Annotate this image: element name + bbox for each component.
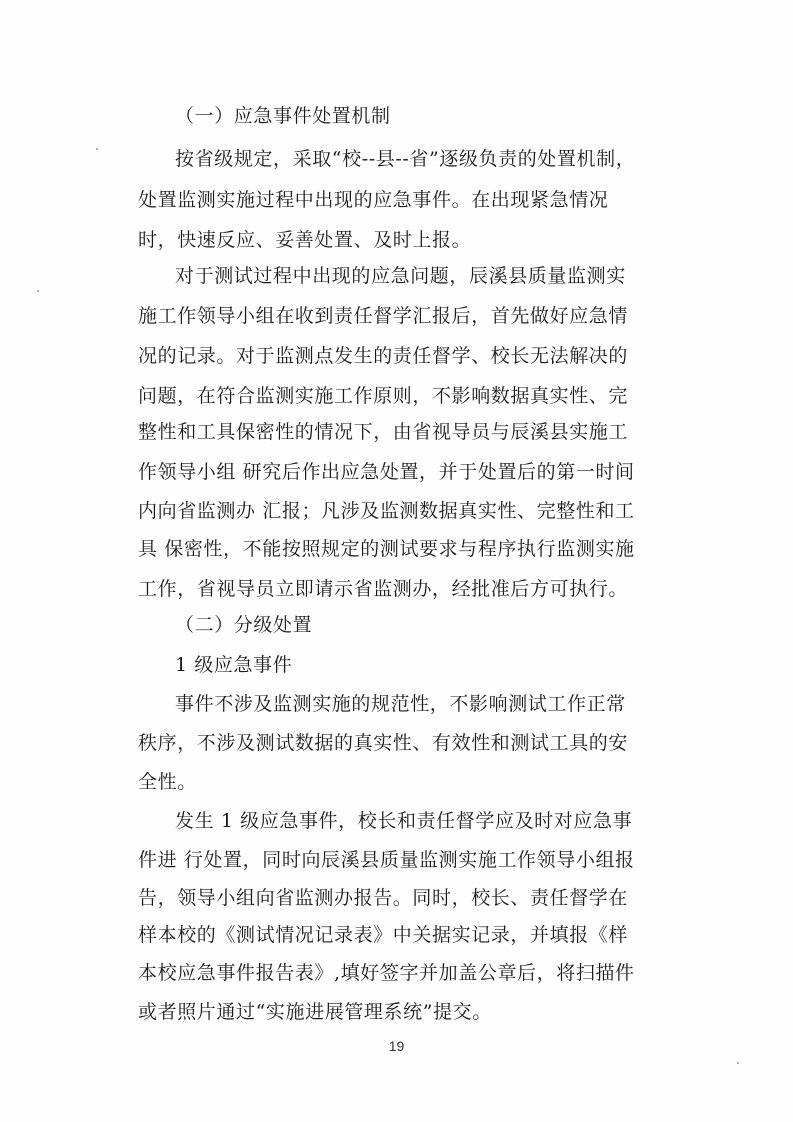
paragraph-line: 内向省监测办 汇报；凡涉及监测数据真实性、完整性和工 bbox=[138, 500, 635, 522]
paragraph-line: 发生 1 级应急事件，校长和责任督学应及时对应急事 bbox=[175, 810, 633, 832]
scan-speck bbox=[96, 148, 98, 150]
paragraph-line: 本校应急事件报告表》,填好签字并加盖公章后，将扫描件 bbox=[138, 962, 635, 984]
paragraph-line: 事件不涉及监测实施的规范性，不影响测试工作正常 bbox=[175, 693, 626, 715]
paragraph-line: 作领导小组 研究后作出应急处置，并于处置后的第一时间 bbox=[138, 461, 635, 483]
section-heading-1: （一）应急事件处置机制 bbox=[175, 105, 391, 127]
paragraph-line: 秩序，不涉及测试数据的真实性、有效性和测试工具的安 bbox=[138, 732, 629, 754]
paragraph-line: 按省级规定，采取“校--县--省”逐级负责的处置机制， bbox=[175, 148, 636, 170]
paragraph-line: 处置监测实施过程中出现的应急事件。在出现紧急情况 bbox=[138, 189, 609, 211]
paragraph-line: 或者照片通过“实施进展管理系统”提交。 bbox=[138, 1001, 492, 1023]
paragraph-line: 整性和工具保密性的情况下，由省视导员与辰溪县实施工 bbox=[138, 421, 629, 443]
paragraph-line: 况的记录。对于监测点发生的责任督学、校长无法解决的 bbox=[138, 345, 629, 367]
paragraph-line: 件进 行处置，同时向辰溪县质量监测实施工作领导小组报 bbox=[138, 849, 635, 871]
paragraph-line: 时，快速反应、妥善处置、及时上报。 bbox=[138, 229, 472, 251]
paragraph-line: 对于测试过程中出现的应急问题，辰溪县质量监测实 bbox=[175, 265, 626, 287]
paragraph-line: 具 保密性，不能按照规定的测试要求与程序执行监测实施 bbox=[138, 538, 635, 560]
paragraph-line: 告，领导小组向省监测办报告。同时，校长、责任督学在 bbox=[138, 887, 629, 909]
paragraph-line: 工作，省视导员立即请示省监测办，经批准后方可执行。 bbox=[138, 578, 629, 600]
paragraph-line: 问题，在符合监测实施工作原则，不影响数据真实性、完 bbox=[138, 385, 629, 407]
scan-speck bbox=[37, 290, 39, 292]
paragraph-line: 全性。 bbox=[138, 771, 197, 793]
paragraph-line: 施工作领导小组在收到责任督学汇报后，首先做好应急情 bbox=[138, 305, 629, 327]
subsection-heading: 1 级应急事件 bbox=[175, 654, 293, 676]
page-number: 19 bbox=[388, 1038, 405, 1054]
paragraph-line: 样本校的《测试情况记录表》中关据实记录，并填报《样 bbox=[138, 924, 629, 946]
scan-speck bbox=[737, 1062, 739, 1064]
section-heading-2: （二）分级处置 bbox=[175, 614, 313, 636]
